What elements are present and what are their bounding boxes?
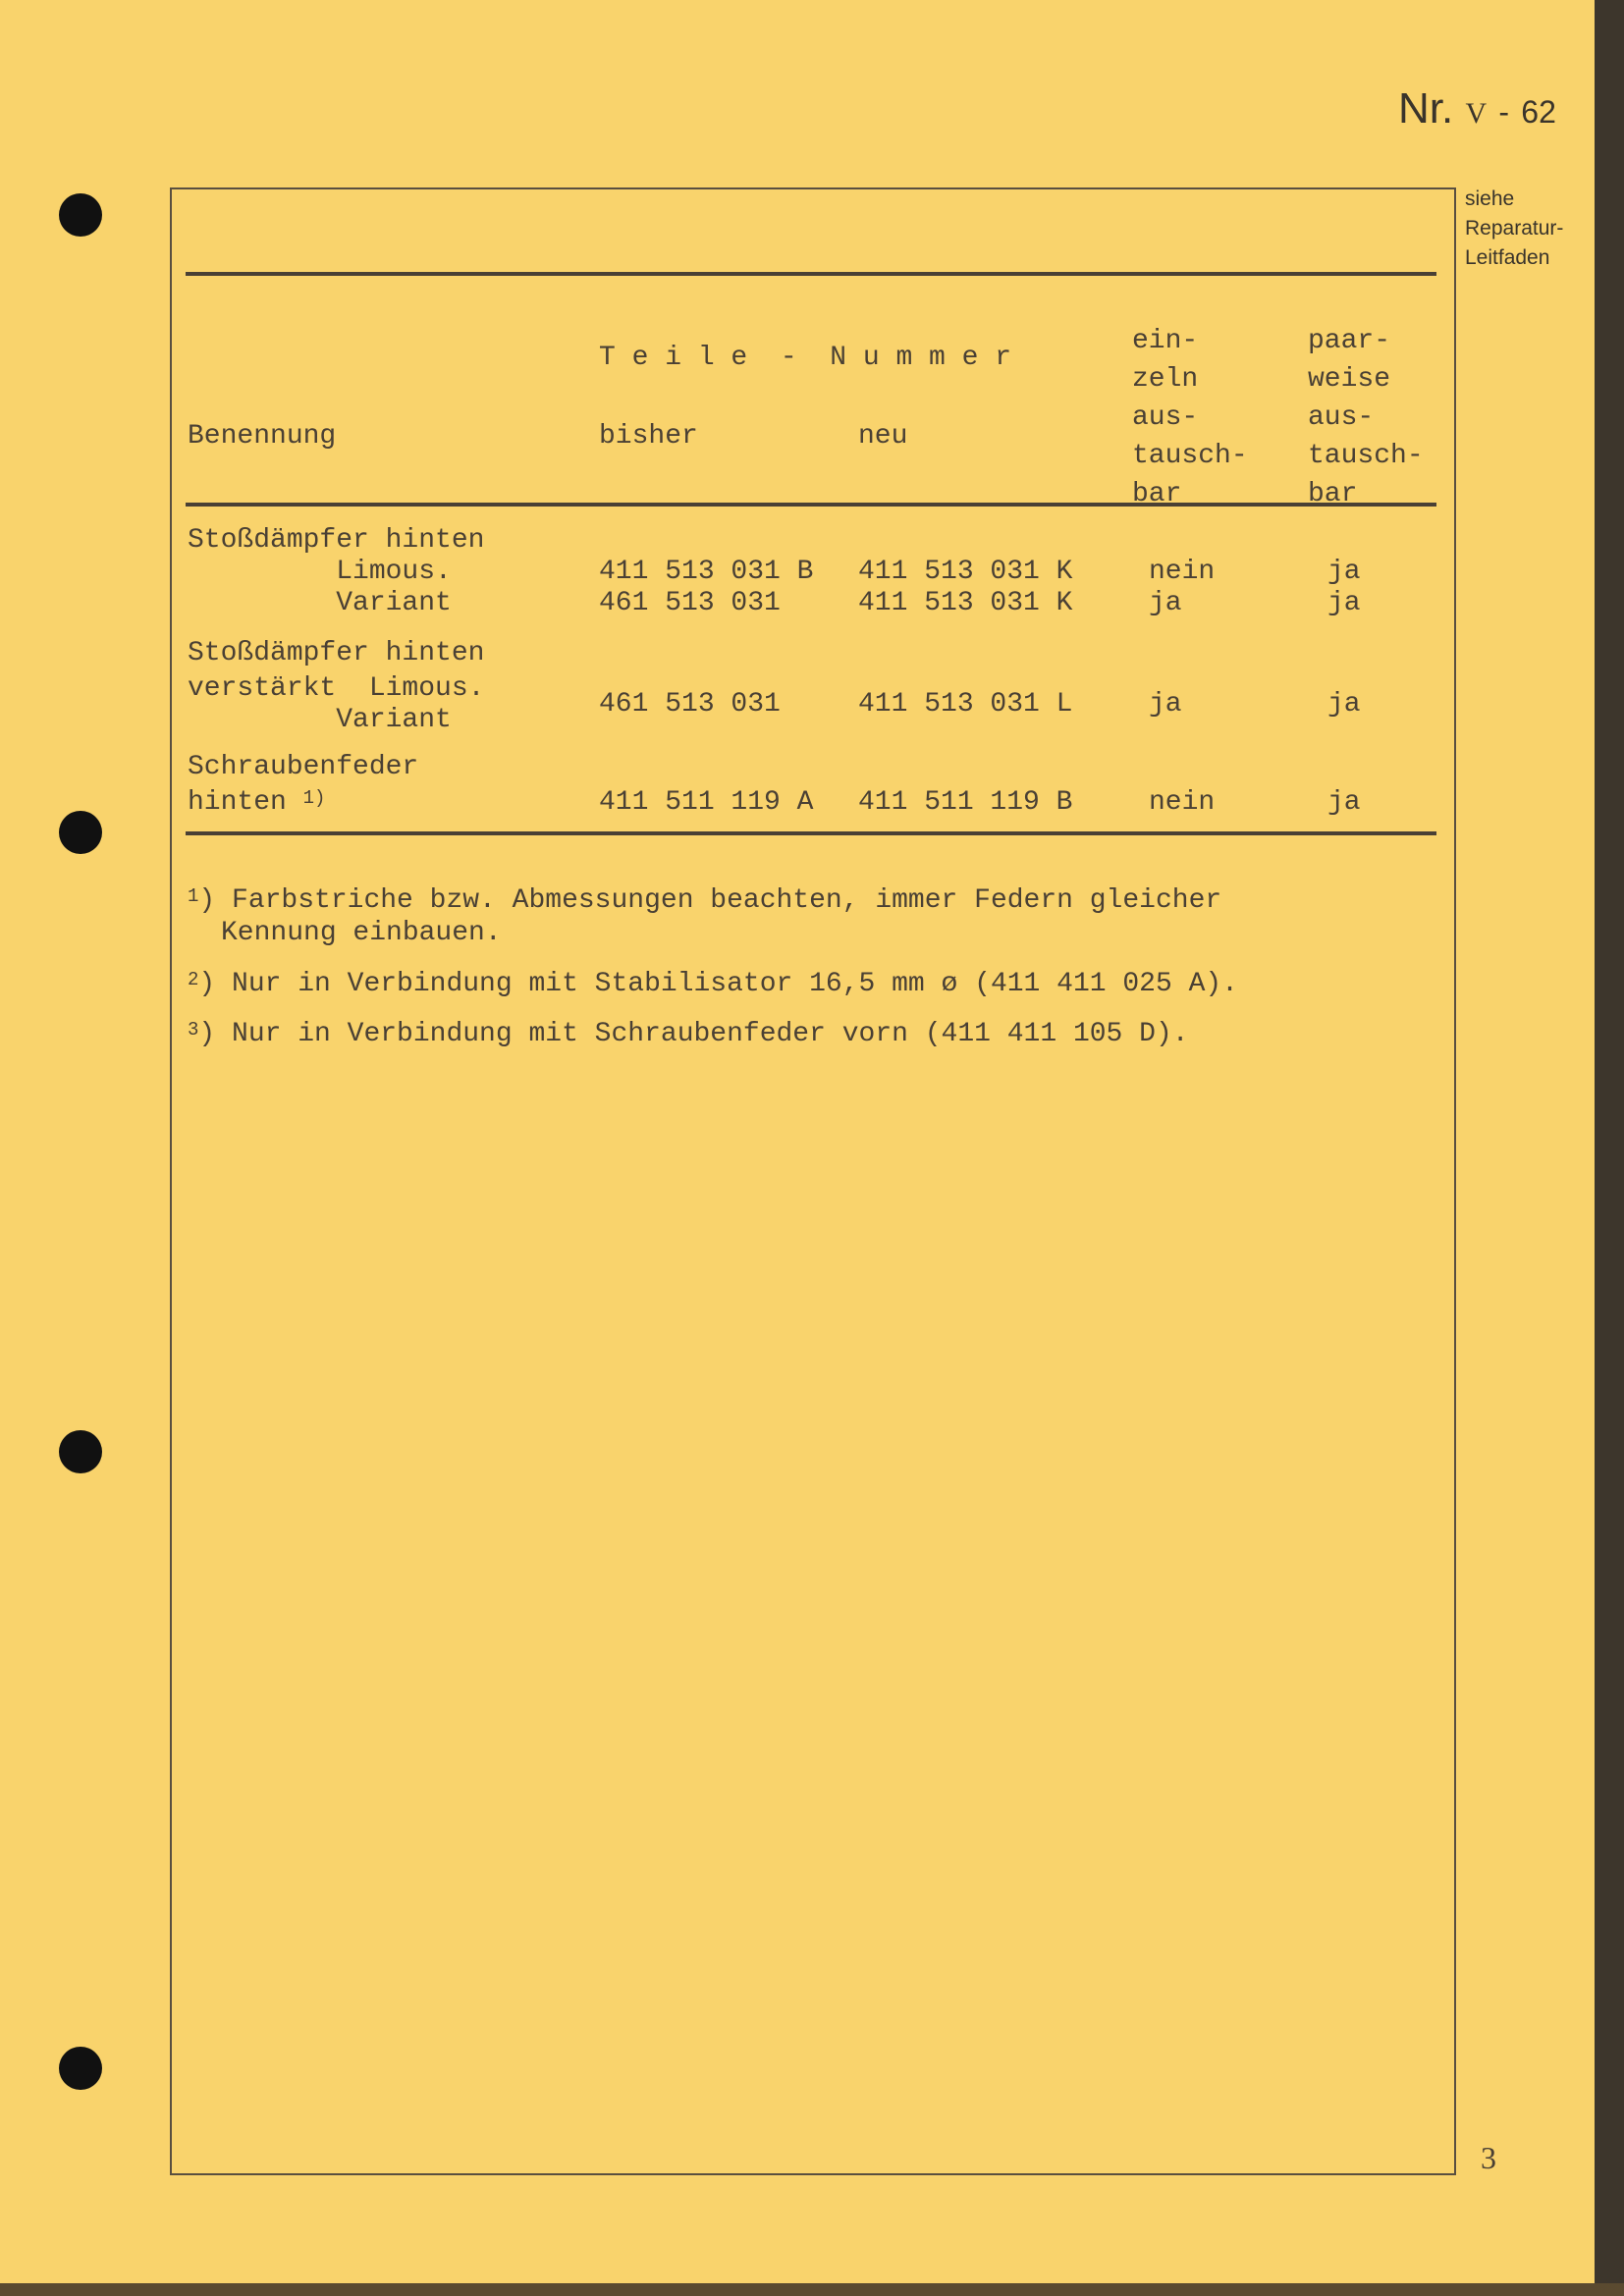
row-name: Schraubenfeder — [188, 752, 419, 782]
cell-pair: ja — [1327, 557, 1361, 587]
cell-new: 411 513 031 K — [858, 557, 1073, 587]
row-name: Variant — [188, 588, 452, 618]
content-frame — [170, 187, 1456, 2175]
footnote-1: $^1$) Farbstriche bzw. Abmessungen beachten, immer Federn gleicher — [188, 885, 1222, 916]
col-header-name: Benennung — [188, 421, 337, 452]
col-header-pair: paar- weise aus- tausch- bar — [1308, 326, 1424, 509]
rule — [186, 831, 1436, 835]
side-note-line: Leitfaden — [1465, 246, 1550, 269]
footnote-1-cont: Kennung einbauen. — [221, 918, 502, 948]
cell-new: 411 513 031 K — [858, 588, 1073, 618]
cell-single: ja — [1149, 689, 1182, 720]
col-header-old: bisher — [599, 421, 698, 452]
cell-old: 461 513 031 — [599, 689, 781, 720]
page-number: 3 — [1481, 2140, 1496, 2175]
cell-pair: ja — [1327, 689, 1361, 720]
col-header-single: ein- zeln aus- tausch- bar — [1132, 326, 1248, 509]
rule — [186, 272, 1436, 276]
dash: - — [1498, 94, 1510, 130]
number: 62 — [1521, 94, 1556, 130]
row-name: Variant — [188, 705, 452, 735]
cell-pair: ja — [1327, 787, 1361, 818]
row-name: Limous. — [188, 557, 452, 587]
side-note-line: Reparatur- — [1465, 217, 1564, 240]
cell-single: nein — [1149, 787, 1216, 818]
series: V — [1465, 97, 1488, 130]
cell-single: nein — [1149, 557, 1216, 587]
punch-hole — [59, 193, 102, 237]
rule — [186, 503, 1436, 507]
group-header: T e i l e - N u m m e r — [599, 343, 1012, 373]
cell-pair: ja — [1327, 588, 1361, 618]
row-name: Stoßdämpfer hinten — [188, 638, 485, 668]
cell-single: ja — [1149, 588, 1182, 618]
row-name: hinten $^{1)}$ — [188, 787, 326, 818]
punch-hole — [59, 1430, 102, 1473]
document-number — [1398, 84, 1556, 133]
row-name: verstärkt Limous. — [188, 673, 485, 704]
col-header-new: neu — [858, 421, 908, 452]
page-edge-bottom — [0, 2283, 1624, 2296]
footnote-2: $^2$) Nur in Verbindung mit Stabilisator 16,5 mm ø (411 411 025 A). — [188, 969, 1238, 999]
page-edge — [1595, 0, 1624, 2296]
side-note — [1465, 185, 1563, 273]
row-name: Stoßdämpfer hinten — [188, 525, 485, 556]
punch-hole — [59, 2047, 102, 2090]
cell-old: 411 513 031 B — [599, 557, 814, 587]
cell-old: 461 513 031 — [599, 588, 781, 618]
side-note-line: siehe — [1465, 187, 1515, 210]
footnote-ref: 1) — [302, 787, 326, 809]
nr-label: Nr. — [1398, 84, 1454, 133]
cell-new: 411 513 031 L — [858, 689, 1073, 720]
footnote-3: $^3$) Nur in Verbindung mit Schraubenfeder vorn (411 411 105 D). — [188, 1019, 1189, 1049]
punch-hole — [59, 811, 102, 854]
cell-old: 411 511 119 A — [599, 787, 814, 818]
cell-new: 411 511 119 B — [858, 787, 1073, 818]
